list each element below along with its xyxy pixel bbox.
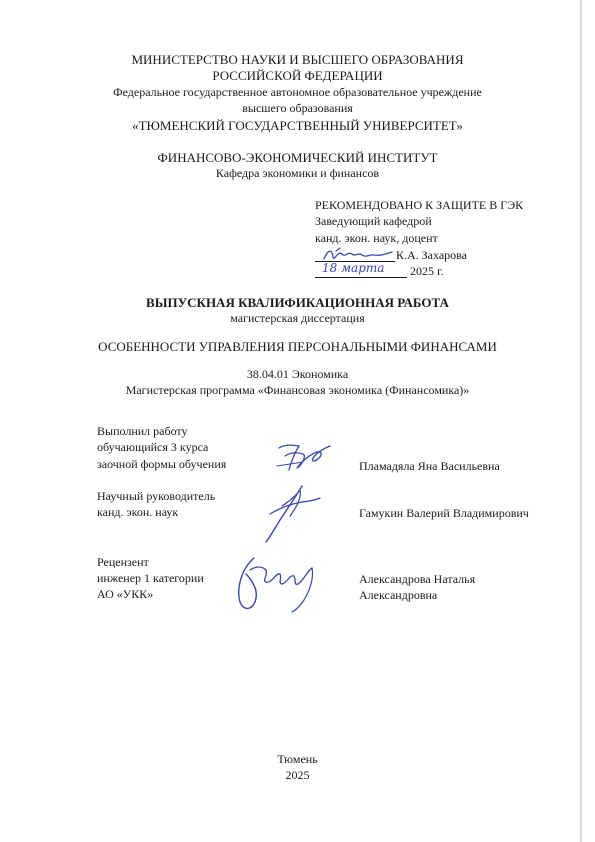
approval-head-name: К.А. Захарова — [396, 248, 468, 262]
reviewer-signature-icon — [232, 548, 322, 618]
student-label-2: обучающийся 3 курса — [97, 440, 209, 454]
institute-name: ФИНАНСОВО-ЭКОНОМИЧЕСКИЙ ИНСТИТУТ — [157, 150, 438, 165]
institution-line-2: высшего образования — [242, 101, 353, 115]
approval-degree: канд. экон. наук, доцент — [315, 231, 438, 245]
student-label-3: заочной формы обучения — [97, 457, 227, 471]
work-subtype: магистерская диссертация — [230, 311, 365, 325]
footer-year: 2025 — [285, 768, 310, 782]
supervisor-name: Гамукин Валерий Владимирович — [359, 506, 529, 520]
supervisor-label-2: канд. экон. наук — [97, 505, 179, 519]
ministry-line-1: МИНИСТЕРСТВО НАУКИ И ВЫСШЕГО ОБРАЗОВАНИЯ — [131, 52, 464, 67]
university-name: «ТЮМЕНСКИЙ ГОСУДАРСТВЕННЫЙ УНИВЕРСИТЕТ» — [132, 118, 463, 133]
work-type: ВЫПУСКНАЯ КВАЛИФИКАЦИОННАЯ РАБОТА — [146, 295, 449, 310]
specialty-code: 38.04.01 Экономика — [246, 367, 349, 381]
student-signature-icon — [273, 440, 333, 476]
supervisor-signature-icon — [262, 482, 322, 544]
footer-city: Тюмень — [277, 752, 318, 766]
student-label-1: Выполнил работу — [97, 424, 188, 438]
supervisor-label-1: Научный руководитель — [97, 489, 216, 503]
reviewer-label-3: АО «УКК» — [97, 587, 154, 601]
institution-line-1: Федеральное государственное автономное образовательное учреждение — [113, 85, 482, 99]
reviewer-label-1: Рецензент — [97, 555, 149, 569]
approval-head-title: Заведующий кафедрой — [315, 214, 432, 228]
department-name: Кафедра экономики и финансов — [215, 166, 380, 180]
reviewer-name-line-1: Александрова Наталья — [359, 572, 476, 586]
approval-year: 2025 г. — [410, 264, 444, 278]
approval-handwritten-date: 18 марта — [322, 261, 385, 275]
work-title: ОСОБЕННОСТИ УПРАВЛЕНИЯ ПЕРСОНАЛЬНЫМИ ФИНАНСАМИ — [98, 339, 497, 354]
program-name: Магистерская программа «Финансовая экономика (Финансомика)» — [125, 383, 470, 397]
student-name: Пламадяла Яна Васильевна — [359, 459, 500, 473]
approval-date-line — [315, 277, 407, 278]
approval-recommended: РЕКОМЕНДОВАНО К ЗАЩИТЕ В ГЭК — [315, 198, 524, 212]
reviewer-name-line-2: Александровна — [359, 588, 438, 602]
reviewer-label-2: инженер 1 категории — [97, 571, 204, 585]
ministry-line-2: РОССИЙСКОЙ ФЕДЕРАЦИИ — [212, 68, 383, 83]
